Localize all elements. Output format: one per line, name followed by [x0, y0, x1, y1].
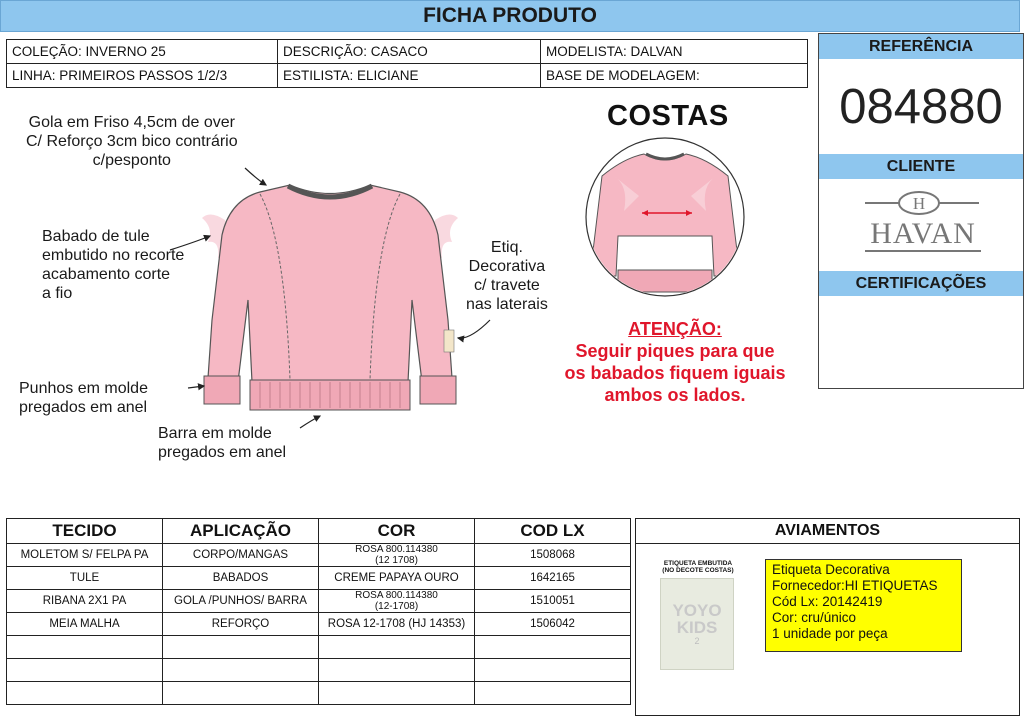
note-babado: Babado de tule embutido no recorte acabamento corte a fio	[42, 228, 185, 302]
cliente-header: CLIENTE	[819, 154, 1023, 179]
table-row: MEIA MALHA REFORÇO ROSA 12-1708 (HJ 14353) 1506042	[7, 613, 631, 636]
note-punhos: Punhos em molde pregados em anel	[19, 380, 148, 416]
header-cor: COR	[319, 519, 475, 544]
modelista-cell: MODELISTA: DALVAN	[541, 40, 808, 64]
logo-text: HAVAN	[870, 217, 976, 250]
note-barra: Barra em molde pregados em anel	[158, 425, 287, 461]
costas-label: COSTAS	[607, 100, 729, 132]
attention-title: ATENÇÃO:	[628, 319, 722, 339]
colecao-cell: COLEÇÃO: INVERNO 25	[7, 40, 278, 64]
header-aplicacao: APLICAÇÃO	[163, 519, 319, 544]
referencia-header: REFERÊNCIA	[819, 34, 1023, 59]
logo-letter: H	[912, 194, 926, 213]
table-row: TULE BABADOS CREME PAPAYA OURO 1642165	[7, 567, 631, 590]
back-view-detail	[584, 136, 746, 298]
table-row	[7, 636, 631, 659]
note-gola: Gola em Friso 4,5cm de over C/ Reforço 3cm bico contrário c/pesponto	[26, 114, 238, 169]
certificacoes-header: CERTIFICAÇÕES	[819, 271, 1023, 296]
aviamentos-header: AVIAMENTOS	[636, 519, 1019, 544]
woven-tag-image: YOYO KIDS 2	[660, 578, 734, 670]
fabric-table	[6, 518, 631, 705]
page-title: FICHA PRODUTO	[0, 0, 1020, 32]
decorative-label-note: Etiqueta Decorativa Fornecedor:HI ETIQUETAS Cód Lx: 20142419 Cor: cru/único 1 unidade por peça	[765, 559, 962, 652]
referencia-value: 084880	[839, 79, 1003, 134]
descricao-cell: DESCRIÇÃO: CASACO	[278, 40, 541, 64]
tag-caption: ETIQUETA EMBUTIDA (NO DECOTE COSTAS)	[662, 560, 734, 574]
table-row: MOLETOM S/ FELPA PA CORPO/MANGAS ROSA 800.114380 (12 1708) 1508068	[7, 544, 631, 567]
note-etiqueta: Etiq. Decorativa c/ travete nas laterais	[466, 239, 548, 313]
table-row	[7, 682, 631, 705]
header-cod-lx: COD LX	[475, 519, 631, 544]
header-tecido: TECIDO	[7, 519, 163, 544]
table-row: RIBANA 2X1 PA GOLA /PUNHOS/ BARRA ROSA 800.114380 (12-1708) 1510051	[7, 590, 631, 613]
estilista-cell: ESTILISTA: ELICIANE	[278, 64, 541, 88]
base-modelagem-cell: BASE DE MODELAGEM:	[541, 64, 808, 88]
linha-cell: LINHA: PRIMEIROS PASSOS 1/2/3	[7, 64, 278, 88]
attention-note: ATENÇÃO: Seguir piques para que os babados fiquem iguais ambos os lados.	[540, 318, 810, 406]
table-row	[7, 659, 631, 682]
